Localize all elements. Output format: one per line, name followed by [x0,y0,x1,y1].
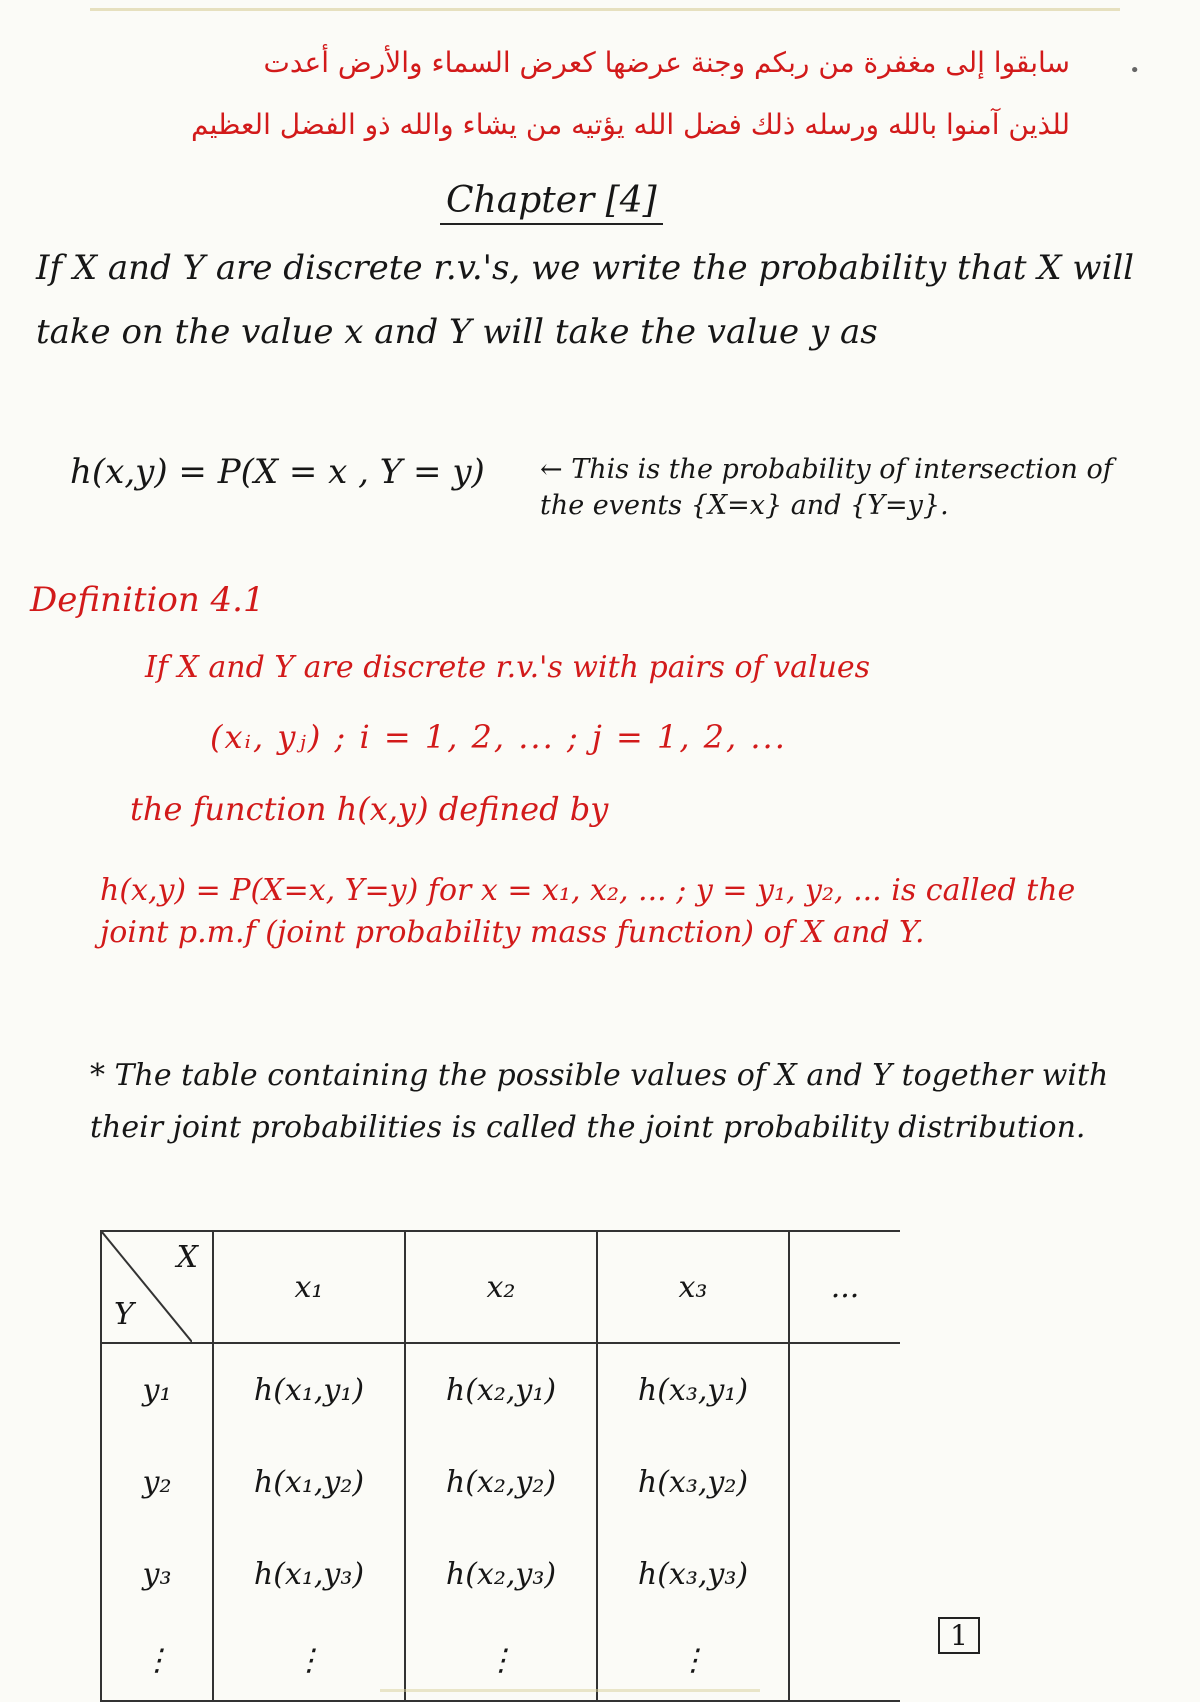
definition-line-2: (xᵢ, yⱼ) ; i = 1, 2, ... ; j = 1, 2, ... [210,718,787,756]
row-label: ⋮ [101,1620,213,1701]
table-cell: h(x₁,y₃) [213,1528,405,1620]
row-label: y₃ [101,1528,213,1620]
joint-distribution-note: * The table containing the possible values of X and Y together with their joint probabilities is called the joint probability distribution. [90,1058,1109,1145]
table-cell [789,1528,900,1620]
table-cell: h(x₂,y₂) [405,1436,597,1528]
chapter-title: Chapter [4] [440,180,663,225]
intro-paragraph: If X and Y are discrete r.v.'s, we write the probability that X will take on the value x and Y will take the value y as [36,248,1135,352]
table-cell: h(x₃,y₁) [597,1343,789,1436]
table-cell: h(x₃,y₂) [597,1436,789,1528]
table-cell: ⋮ [405,1620,597,1701]
column-header: x₃ [597,1231,789,1343]
table-cell [789,1343,900,1436]
table-cell: ⋮ [213,1620,405,1701]
table-row [101,1528,900,1620]
joint-probability-formula: h(x,y) = P(X = x , Y = y) [70,452,485,492]
definition-line-3: the function h(x,y) defined by [130,790,609,828]
definition-line-4: h(x,y) = P(X=x, Y=y) for x = x₁, x₂, ... ; y = y₁, y₂, ... is called the joint p.m.f (joint probability mass function) of X and Y. [100,873,1076,950]
table-header-row [101,1231,900,1343]
corner-y-label: Y [114,1297,134,1332]
row-label: y₁ [101,1343,213,1436]
row-label: y₂ [101,1436,213,1528]
table-cell: h(x₁,y₁) [213,1343,405,1436]
bottom-edge-line [380,1689,760,1692]
table-cell: h(x₃,y₃) [597,1528,789,1620]
joint-probability-table [100,1230,900,1702]
page-number: 1 [938,1617,980,1654]
table-row [101,1436,900,1528]
table-cell: h(x₂,y₁) [405,1343,597,1436]
table-cell [789,1620,900,1701]
table-row [101,1343,900,1436]
table-corner-cell [101,1231,213,1343]
table-cell: ⋮ [597,1620,789,1701]
corner-x-label: X [176,1240,198,1275]
column-header: x₁ [213,1231,405,1343]
table-cell [789,1436,900,1528]
arabic-verse-line-2: للذين آمنوا بالله ورسله ذلك فضل الله يؤتيه من يشاء والله ذو الفضل العظيم [191,108,1070,141]
column-header: x₂ [405,1231,597,1343]
table-cell: h(x₂,y₃) [405,1528,597,1620]
ink-dot: • [1129,60,1140,81]
definition-heading: Definition 4.1 [30,580,265,620]
table-cell: h(x₁,y₂) [213,1436,405,1528]
definition-line-1: If X and Y are discrete r.v.'s with pairs of values [145,650,871,685]
top-edge-line [90,8,1120,11]
arabic-verse-line-1: سابقوا إلى مغفرة من ربكم وجنة عرضها كعرض السماء والأرض أعدت [263,46,1070,79]
intersection-note: ← This is the probability of intersection of the events {X=x} and {Y=y}. [540,454,1113,521]
column-header: ... [789,1231,900,1343]
